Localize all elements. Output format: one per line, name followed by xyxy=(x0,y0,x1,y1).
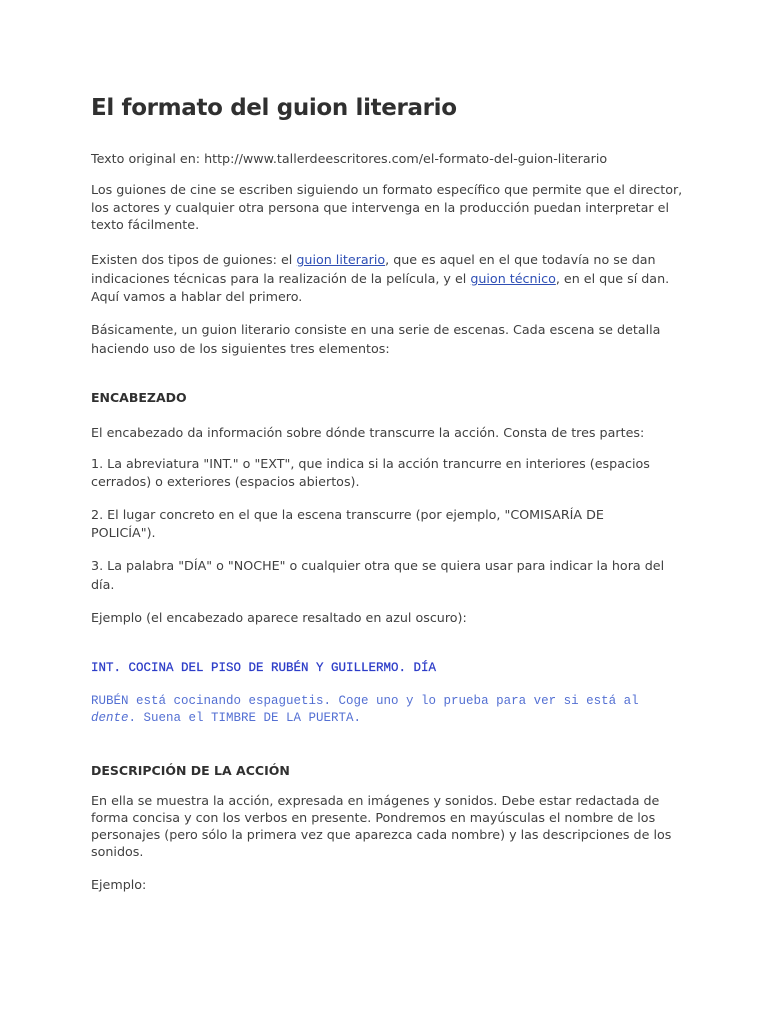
paragraph-line: Básicamente, un guion literario consiste en una serie de escenas. Cada escena se detalla xyxy=(91,322,661,337)
paragraph-line: personajes (pero sólo la primera vez que aparezca cada nombre) y las descripciones de los xyxy=(91,827,672,842)
text-segment: , en el que sí dan. xyxy=(555,270,670,286)
paragraph-line: Ejemplo: xyxy=(91,877,147,892)
encabezado-item-3 xyxy=(91,556,664,594)
source-note xyxy=(91,150,607,168)
paragraph-line: Ejemplo (el encabezado aparece resaltado en azul oscuro): xyxy=(91,610,467,625)
paragraph-line: haciendo uso de los siguientes tres elementos: xyxy=(91,341,390,356)
paragraph-line xyxy=(91,270,669,289)
list-item-line: cerrados) o exteriores (espacios abiertos). xyxy=(91,474,360,489)
list-item-line: día. xyxy=(91,577,115,592)
descripcion-paragraph xyxy=(91,792,671,860)
intro-paragraph xyxy=(91,181,682,234)
paragraph-line: Los guiones de cine se escriben siguiendo un formato específico que permite que el director, xyxy=(91,182,683,197)
paragraph-line: El encabezado da información sobre dónde transcurre la acción. Consta de tres partes: xyxy=(91,425,645,440)
encabezado-example-label xyxy=(91,609,467,627)
text-segment: . Suena el TIMBRE DE LA PUERTA. xyxy=(128,711,362,725)
paragraph-line: Aquí vamos a hablar del primero. xyxy=(91,289,303,304)
italic-word: dente xyxy=(91,711,129,725)
action-line xyxy=(91,710,639,727)
list-item-line: POLICÍA"). xyxy=(91,525,156,540)
example-action-text xyxy=(91,693,639,727)
paragraph-line: En ella se muestra la acción, expresada en imágenes y sonidos. Debe estar redactada de xyxy=(91,793,660,808)
elements-paragraph xyxy=(91,320,660,358)
text-segment: , que es aquel en el que todavía no se dan xyxy=(385,252,656,267)
list-item-line: 2. El lugar concreto en el que la escena transcurre (por ejemplo, "COMISARÍA DE xyxy=(91,507,604,522)
paragraph-line xyxy=(91,251,669,270)
text-segment: indicaciones técnicas para la realización de la película, y el xyxy=(91,270,471,286)
paragraph-line: sonidos. xyxy=(91,844,144,859)
text-segment: Existen dos tipos de guiones: el xyxy=(91,252,297,267)
section-heading-encabezado: ENCABEZADO xyxy=(91,390,187,405)
guion-tecnico-link[interactable]: guion técnico xyxy=(470,270,556,286)
example-scene-heading: INT. COCINA DEL PISO DE RUBÉN Y GUILLERMO. DÍA xyxy=(91,661,437,675)
paragraph-line: forma concisa y con los verbos en presente. Pondremos en mayúsculas el nombre de los xyxy=(91,810,656,825)
encabezado-intro xyxy=(91,424,644,442)
section-heading-descripcion: DESCRIPCIÓN DE LA ACCIÓN xyxy=(91,763,290,778)
encabezado-item-1 xyxy=(91,455,650,491)
paragraph-line: los actores y cualquier otra persona que intervenga en la producción puedan interpretar el xyxy=(91,199,669,215)
script-types-paragraph xyxy=(91,251,669,307)
paragraph-line: texto fácilmente. xyxy=(91,217,200,232)
guion-literario-link[interactable]: guion literario xyxy=(296,252,386,267)
document-title: El formato del guion literario xyxy=(91,95,457,121)
action-line: RUBÉN está cocinando espaguetis. Coge uno y lo prueba para ver si está al xyxy=(91,694,639,708)
source-line: Texto original en: http://www.tallerdeescritores.com/el-formato-del-guion-literario xyxy=(91,151,608,166)
encabezado-item-2 xyxy=(91,506,604,542)
list-item-line: 1. La abreviatura "INT." o "EXT", que indica si la acción trancurre en interiores (espacios xyxy=(91,456,650,471)
list-item-line: 3. La palabra "DÍA" o "NOCHE" o cualquier otra que se quiera usar para indicar la hora del xyxy=(91,558,665,573)
descripcion-example-label xyxy=(91,876,146,894)
